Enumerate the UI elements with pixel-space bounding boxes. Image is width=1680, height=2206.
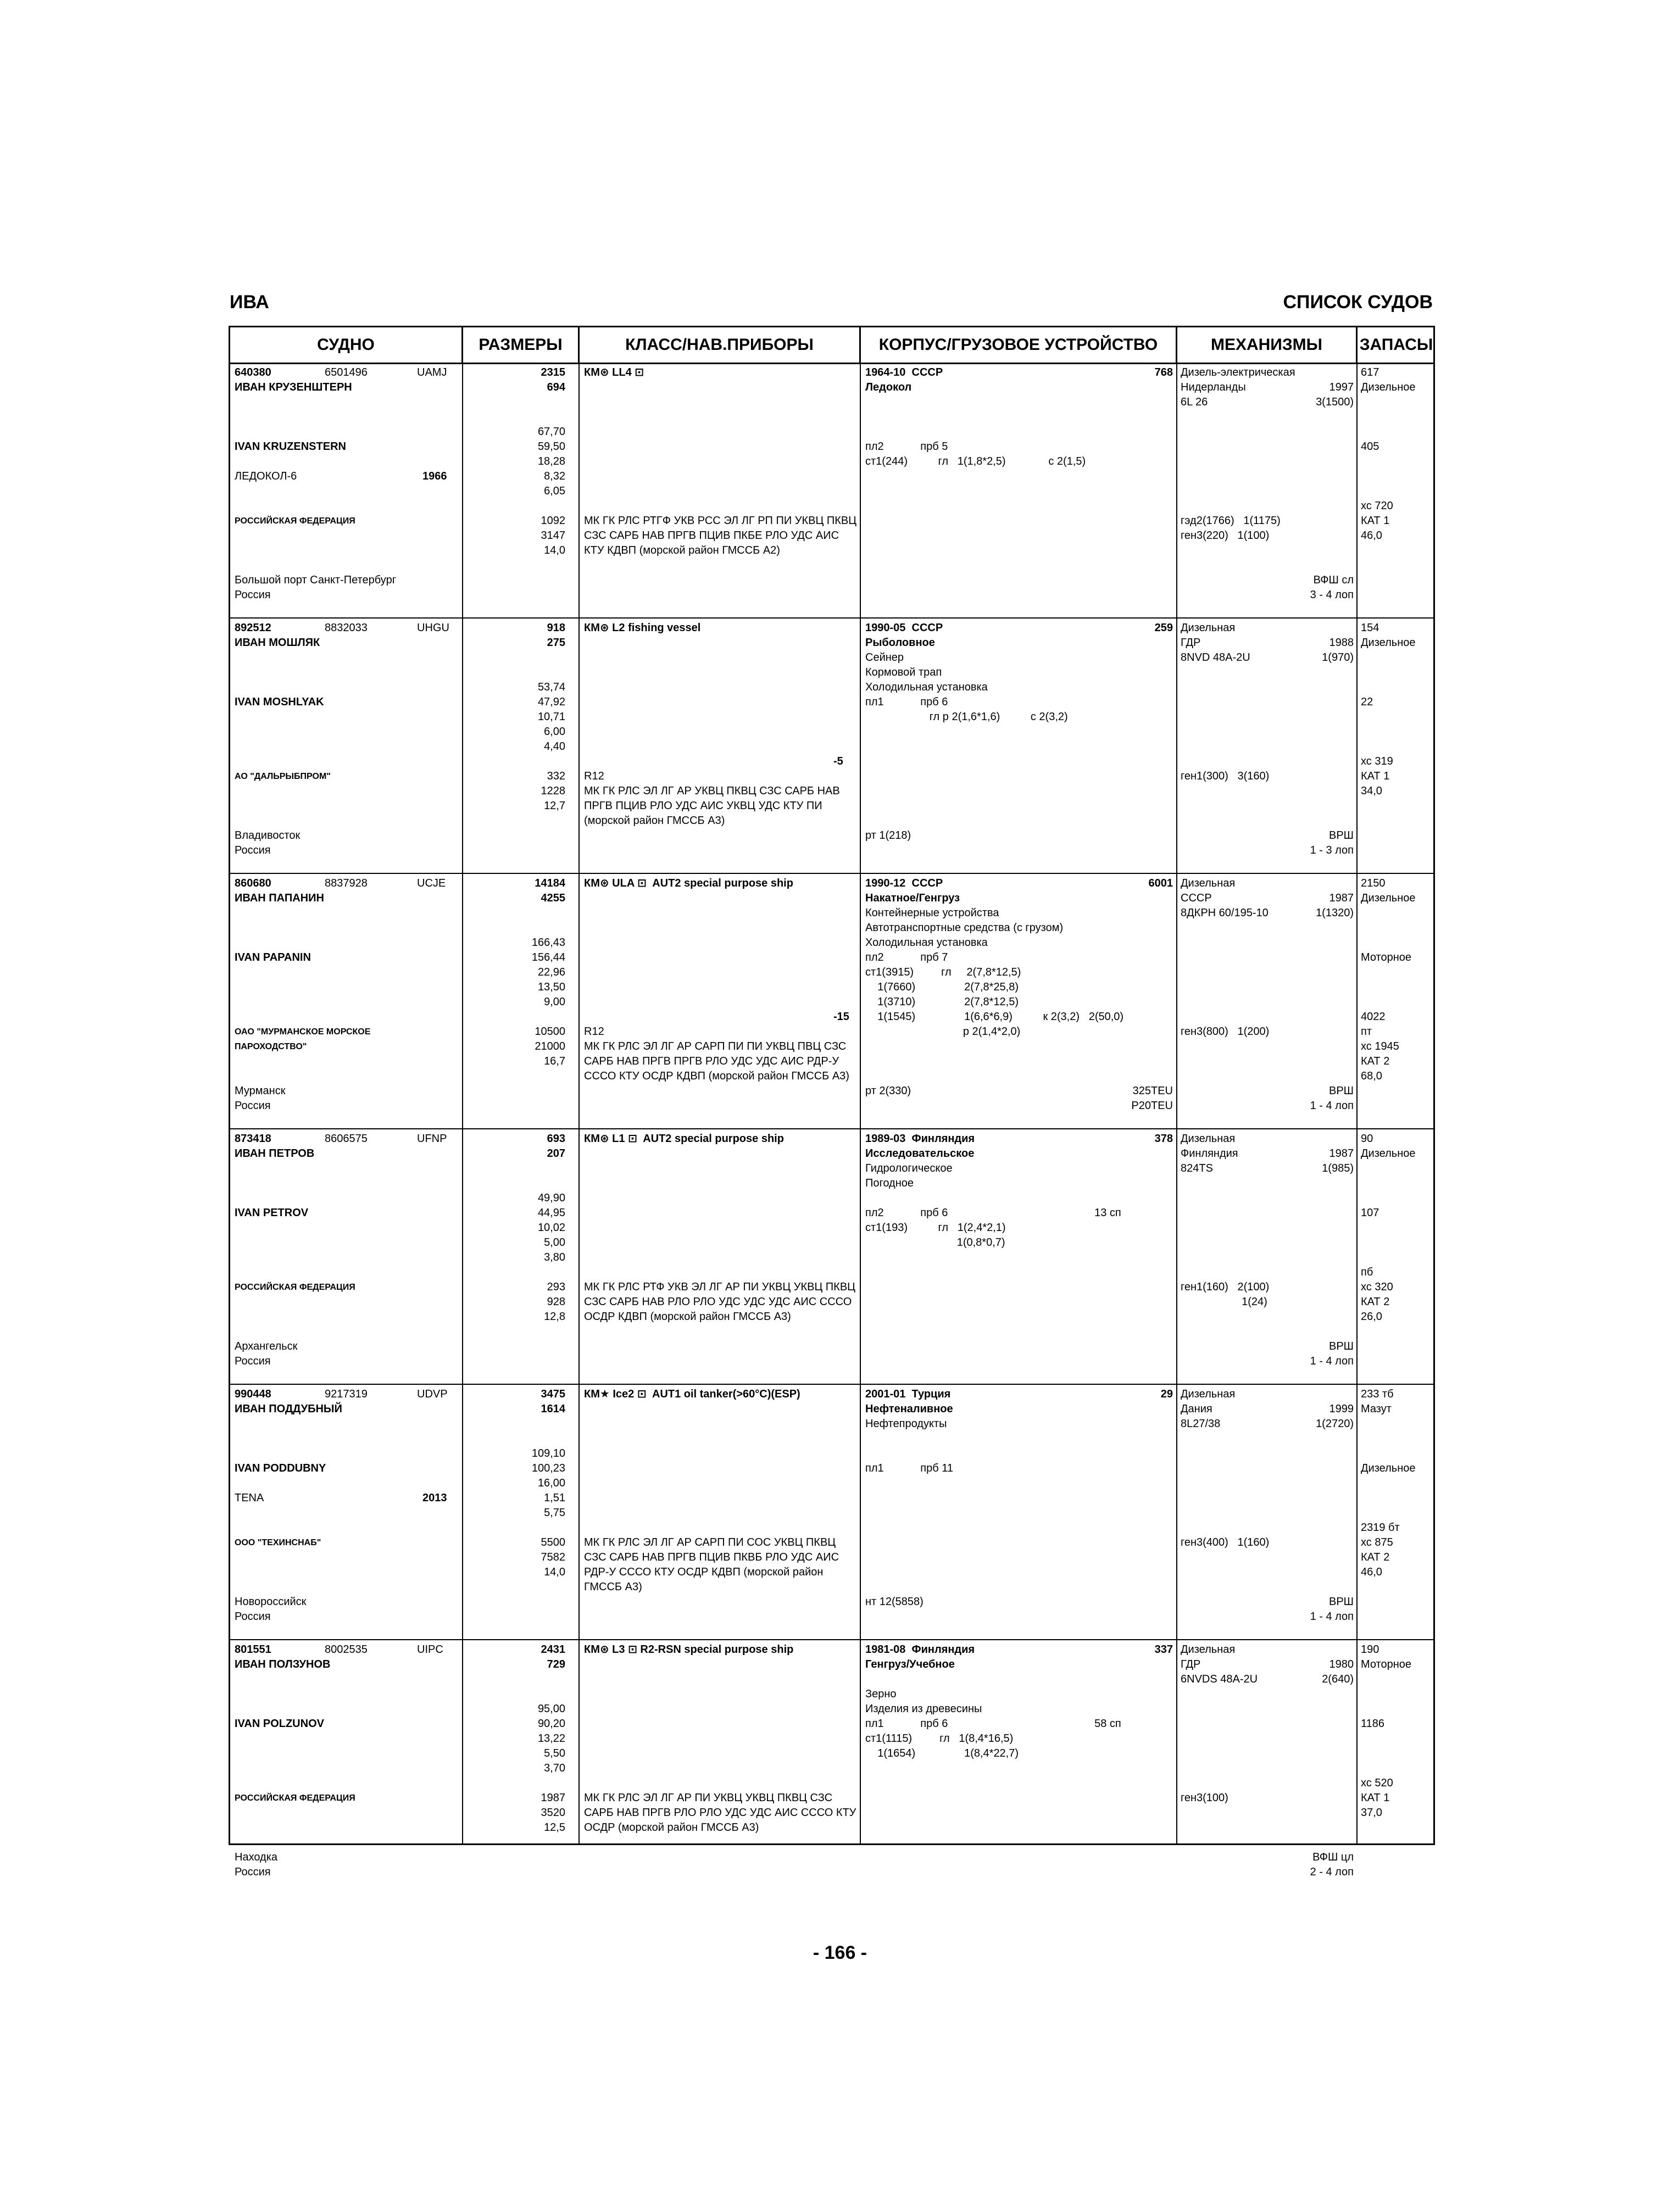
ship-size-value: 109,10 — [531, 1447, 565, 1459]
hull-row: 1(1654) 1(8,4*22,7) — [865, 1747, 1019, 1759]
supply-value: 617 — [1361, 366, 1379, 378]
mech-year: 1987 — [1329, 1147, 1354, 1160]
hull-year-place: 1990-12 СССР — [865, 877, 943, 889]
ship-name-en: IVAN PAPANIN — [235, 951, 311, 963]
ship-name: ИВАН ПОДДУБНЫЙ — [235, 1403, 342, 1415]
mech-type: Дизель-электрическая — [1181, 366, 1295, 378]
ship-size-value: 14,0 — [544, 544, 565, 556]
ship-size-value: 928 — [547, 1296, 565, 1308]
ship-size-value: 693 — [547, 1133, 565, 1145]
ship-size-value: 14184 — [535, 877, 565, 889]
ship-size-value: 3,70 — [544, 1762, 565, 1774]
ship-nav-equipment: МК ГК РЛС ЭЛ ЛГ АР ПИ УКВЦ УКВЦ ПКВЦ СЗС САРБ НАВ ПРГВ РЛО РЛО УДС УДС АИС СССО КТУ ОСДР (морской район ГМССБ А3) — [584, 1792, 859, 1834]
supply-value: хс 520 — [1361, 1777, 1393, 1789]
ship-reg-number: 640380 — [235, 366, 271, 378]
ship-nav-equipment: R12 МК ГК РЛС ЭЛ ЛГ АР УКВЦ ПКВЦ СЗС САРБ НАВ ПРГВ ПЦИВ РЛО УДС АИС УКВЦ УДС КТУ ПИ (морской район ГМССБ А3) — [584, 770, 840, 827]
hull-row: 1(0,8*0,7) — [865, 1236, 1005, 1249]
mech-propeller: 1 - 4 лоп — [1310, 1611, 1354, 1623]
ship-ex-name: TENA — [235, 1492, 264, 1504]
mech-year: 1999 — [1329, 1403, 1354, 1415]
ship-imo: 8002535 — [325, 1644, 368, 1656]
hull-year-place: 1981-08 Финляндия — [865, 1644, 975, 1656]
ship-size-value: 90,20 — [537, 1718, 565, 1730]
hull-row: пл1 прб 6 — [865, 696, 948, 708]
ship-size-value: 275 — [547, 637, 565, 649]
ship-size-value: 47,92 — [537, 696, 565, 708]
supply-value: 190 — [1361, 1644, 1379, 1656]
ship-size-value: 10,02 — [537, 1222, 565, 1234]
supply-value: хс 875 — [1361, 1536, 1393, 1548]
ship-call-sign: UDVP — [417, 1388, 448, 1400]
ship-country: Россия — [235, 589, 271, 601]
mech-engine: 6L 26 — [1181, 396, 1208, 408]
mech-type: Дизельная — [1181, 1644, 1236, 1656]
ship-call-sign: UCJE — [417, 877, 446, 889]
mech-country: ГДР — [1181, 1658, 1201, 1670]
ship-name: ИВАН КРУЗЕНШТЕРН — [235, 381, 352, 393]
ship-size-value: 100,23 — [531, 1462, 565, 1474]
ship-class: КМ★ Ice2 ⊡ AUT1 oil tanker(>60°C)(ESP) — [584, 1388, 800, 1400]
hull-year-place: 1989-03 Финляндия — [865, 1133, 975, 1145]
ship-port: Новороссийск — [235, 1596, 307, 1608]
mech-type: Дизельная — [1181, 877, 1236, 889]
supply-value: 1186 — [1361, 1718, 1385, 1730]
hull-line: Генгруз/Учебное — [865, 1658, 955, 1670]
mech-generator: ген1(160) 2(100) — [1181, 1281, 1270, 1293]
ship-country: Россия — [235, 1611, 271, 1623]
ship-country: Россия — [235, 1355, 271, 1367]
supply-value: КАТ 1 — [1361, 770, 1390, 782]
hull-line: Холодильная установка — [865, 681, 988, 693]
hull-row: р 2(1,4*2,0) — [865, 1026, 1021, 1038]
ship-size-value: 1614 — [541, 1403, 565, 1415]
ship-size-value: 3,80 — [544, 1251, 565, 1263]
mech-generator: ген1(300) 3(160) — [1181, 770, 1270, 782]
supply-value: 4022 — [1361, 1011, 1386, 1023]
supply-value: 2319 бт — [1361, 1522, 1400, 1534]
supply-value: 90 — [1361, 1133, 1373, 1145]
ship-name: ИВАН ПАПАНИН — [235, 892, 324, 904]
supply-value: 34,0 — [1361, 785, 1382, 797]
col-class: КЛАСС/НАВ.ПРИБОРЫ — [580, 327, 861, 363]
supply-value: хс 1945 — [1361, 1040, 1399, 1052]
supply-value: Дизельное — [1361, 892, 1416, 904]
hull-row: пл2 прб 6 13 сп — [865, 1207, 1121, 1219]
ship-port: Владивосток — [235, 829, 301, 842]
ship-name-en: IVAN KRUZENSTERN — [235, 441, 346, 453]
ship-country: Россия — [235, 844, 271, 856]
header-left: ИВА — [230, 292, 269, 313]
hull-line: Зерно — [865, 1688, 897, 1700]
ship-country: Россия — [235, 1100, 271, 1112]
ship-size-value: 22,96 — [537, 966, 565, 978]
hull-row: ст1(193) гл 1(2,4*2,1) — [865, 1222, 1006, 1234]
mech-propeller: ВФШ цл — [1312, 1851, 1354, 1863]
mech-engine: 824TS — [1181, 1162, 1213, 1174]
supply-value: 46,0 — [1361, 1566, 1382, 1578]
supply-value: КАТ 1 — [1361, 515, 1390, 527]
mech-type: Дизельная — [1181, 622, 1236, 634]
mech-generator: ген3(100) — [1181, 1792, 1228, 1804]
hull-row: 1(3710) 2(7,8*12,5) — [865, 996, 1019, 1008]
ship-country: Россия — [235, 1866, 271, 1878]
mech-generator: ген3(220) 1(100) — [1181, 530, 1270, 542]
ship-size-value: 2315 — [541, 366, 565, 378]
ship-port: Находка — [235, 1851, 278, 1863]
mech-propeller: 2 - 4 лоп — [1310, 1866, 1354, 1878]
mech-year: 1988 — [1329, 637, 1354, 649]
ship-imo: 9217319 — [325, 1388, 368, 1400]
hull-value: 6001 — [1148, 877, 1173, 889]
ship-size-value: 6,05 — [544, 485, 565, 497]
ship-size-value: 1092 — [541, 515, 565, 527]
supply-value: Дизельное — [1361, 381, 1416, 393]
mech-country: Нидерланды — [1181, 381, 1246, 393]
col-hull: КОРПУС/ГРУЗОВОЕ УСТРОЙСТВО — [861, 327, 1177, 363]
ship-name: ИВАН МОШЛЯК — [235, 637, 320, 649]
mech-propeller: ВРШ — [1328, 1596, 1354, 1608]
supply-value: 2150 — [1361, 877, 1386, 889]
col-mech: МЕХАНИЗМЫ — [1177, 327, 1358, 363]
supply-value: 46,0 — [1361, 530, 1382, 542]
mech-generator: 1(24) — [1181, 1296, 1267, 1308]
ship-reg-number: 873418 — [235, 1133, 271, 1145]
mech-propeller: 1 - 3 лоп — [1310, 844, 1354, 856]
ship-size-value: 3475 — [541, 1388, 565, 1400]
ship-reg-number: 801551 — [235, 1644, 271, 1656]
mech-year: 1997 — [1329, 381, 1354, 393]
ship-class: КМ⊛ L3 ⊡ R2-RSN special purpose ship — [584, 1644, 794, 1656]
mech-country: Финляндия — [1181, 1147, 1238, 1160]
ship-imo: 8837928 — [325, 877, 368, 889]
ship-class: КМ⊛ L2 fishing vessel — [584, 622, 701, 634]
hull-year-place: 1990-05 СССР — [865, 622, 943, 634]
page-number: - 166 - — [813, 1942, 867, 1963]
ship-ex-year: 1966 — [422, 470, 447, 482]
ship-call-sign: UIPC — [417, 1644, 443, 1656]
supply-value: 26,0 — [1361, 1311, 1382, 1323]
hull-bottom: рт 2(330) — [865, 1085, 911, 1097]
hull-line: Нефтепродукты — [865, 1418, 947, 1430]
supply-value: 233 тб — [1361, 1388, 1394, 1400]
mech-generator: ген3(400) 1(160) — [1181, 1536, 1270, 1548]
ship-size-value: 16,00 — [537, 1477, 565, 1489]
ship-size-value: 3520 — [541, 1807, 565, 1819]
mech-engine: 6NVDS 48A-2U — [1181, 1673, 1258, 1685]
hull-line: Нефтеналивное — [865, 1403, 953, 1415]
hull-row: 1(7660) 2(7,8*25,8) — [865, 981, 1019, 993]
hull-line: Автотранспортные средства (с грузом) — [865, 922, 1064, 934]
hull-row: пл2 прб 7 — [865, 951, 948, 963]
ship-size-value: 729 — [547, 1658, 565, 1670]
ship-nav-equipment: R12 МК ГК РЛС ЭЛ ЛГ АР САРП ПИ ПИ УКВЦ ПВЦ СЗС САРБ НАВ ПРГВ ПРГВ РЛО УДС УДС АИС РДР-У СССО КТУ ОСДР КДВП (морской район ГМССБ А3) — [584, 1026, 849, 1082]
supply-value: 37,0 — [1361, 1807, 1382, 1819]
mech-power: 2(640) — [1322, 1673, 1354, 1685]
hull-row: пл2 прб 5 — [865, 441, 948, 453]
hull-row: пл1 прб 6 58 сп — [865, 1718, 1121, 1730]
ship-size-value: 5,50 — [544, 1747, 565, 1759]
col-ship: СУДНО — [230, 327, 463, 363]
ship-owner: РОССИЙСКАЯ ФЕДЕРАЦИЯ — [235, 1283, 355, 1292]
mech-propeller: ВРШ — [1328, 1085, 1354, 1097]
ship-size-value: 694 — [547, 381, 565, 393]
mech-type: Дизельная — [1181, 1388, 1236, 1400]
ship-name-en: IVAN POLZUNOV — [235, 1718, 324, 1730]
ship-size-value: 59,50 — [537, 441, 565, 453]
ship-class: КМ⊛ ULA ⊡ AUT2 special purpose ship — [584, 877, 793, 889]
mech-power: 1(2720) — [1316, 1418, 1354, 1430]
ship-call-sign: UFNP — [417, 1133, 447, 1145]
supply-value: Дизельное — [1361, 1147, 1416, 1160]
supply-value: пт — [1361, 1026, 1372, 1038]
mech-propeller: 3 - 4 лоп — [1310, 589, 1354, 601]
ship-size-value: 53,74 — [537, 681, 565, 693]
hull-line: Кормовой трап — [865, 666, 942, 678]
ship-size-value: 166,43 — [531, 937, 565, 949]
hull-row: гл р 2(1,6*1,6) с 2(3,2) — [865, 711, 1068, 723]
hull-value: 259 — [1154, 622, 1173, 634]
hull-line: Накатное/Генгруз — [865, 892, 960, 904]
mech-country: СССР — [1181, 892, 1212, 904]
hull-line: Ледокол — [865, 381, 912, 393]
col-sizes: РАЗМЕРЫ — [463, 327, 580, 363]
ship-ex-name: ЛЕДОКОЛ-6 — [235, 470, 297, 482]
ship-size-value: 207 — [547, 1147, 565, 1160]
supply-value: КАТ 1 — [1361, 1792, 1390, 1804]
ship-nav-equipment: МК ГК РЛС РТФ УКВ ЭЛ ЛГ АР ПИ УКВЦ УКВЦ ПКВЦ СЗС САРБ НАВ РЛО РЛО УДС УДС УДС АИС СССО ОСДР КДВП (морской район ГМССБ А3) — [584, 1281, 859, 1323]
ship-owner: ООО "ТЕХИНСНАБ" — [235, 1538, 321, 1547]
mech-generator: гэд2(1766) 1(1175) — [1181, 515, 1281, 527]
header-right: СПИСОК СУДОВ — [1283, 292, 1433, 313]
mech-year: 1987 — [1329, 892, 1354, 904]
mech-power: 1(1320) — [1316, 907, 1354, 919]
ship-size-value: 10,71 — [537, 711, 565, 723]
ship-port: Большой порт Санкт-Петербург — [235, 574, 397, 586]
supply-value: Дизельное — [1361, 1462, 1416, 1474]
hull-value: 768 — [1154, 366, 1173, 378]
ship-reg-number: 990448 — [235, 1388, 271, 1400]
mech-propeller: 1 - 4 лоп — [1310, 1355, 1354, 1367]
mech-country: Дания — [1181, 1403, 1212, 1415]
ship-size-value: 2431 — [541, 1644, 565, 1656]
ship-size-value: 12,8 — [544, 1311, 565, 1323]
ship-imo: 8606575 — [325, 1133, 368, 1145]
supply-value: Моторное — [1361, 951, 1412, 963]
ship-port: Архангельск — [235, 1340, 298, 1352]
ship-size-value: 13,50 — [537, 981, 565, 993]
hull-line: Контейнерные устройства — [865, 907, 999, 919]
ship-name-en: IVAN PODDUBNY — [235, 1462, 326, 1474]
ship-name-en: IVAN MOSHLYAK — [235, 696, 324, 708]
hull-line: Сейнер — [865, 651, 904, 664]
hull-value: 337 — [1154, 1644, 1173, 1656]
supply-value: пб — [1361, 1266, 1373, 1278]
ship-size-value: 332 — [547, 770, 565, 782]
hull-year-place: 1964-10 СССР — [865, 366, 943, 378]
mech-propeller: ВРШ — [1328, 1340, 1354, 1352]
mech-generator: ген3(800) 1(200) — [1181, 1026, 1270, 1038]
supply-value: Моторное — [1361, 1658, 1412, 1670]
hull-row: 1(1545) 1(6,6*6,9) к 2(3,2) 2(50,0) — [865, 1011, 1124, 1023]
hull-line: Изделия из древесины — [865, 1703, 982, 1715]
supply-value: хс 319 — [1361, 755, 1393, 767]
ship-size-value: 12,7 — [544, 800, 565, 812]
supply-value: 405 — [1361, 441, 1379, 453]
ship-size-value: 1228 — [541, 785, 565, 797]
ship-name-en: IVAN PETROV — [235, 1207, 309, 1219]
ship-call-sign: UHGU — [417, 622, 449, 634]
ship-size-value: 156,44 — [531, 951, 565, 963]
ship-table — [229, 326, 1435, 1878]
mech-country: ГДР — [1181, 637, 1201, 649]
ship-name: ИВАН ПЕТРОВ — [235, 1147, 315, 1160]
ship-size-value: 7582 — [541, 1551, 565, 1563]
mech-power: 1(970) — [1322, 651, 1354, 664]
ship-extra-mark: -5 — [833, 755, 843, 767]
mech-propeller: ВРШ — [1328, 829, 1354, 842]
ship-imo: 6501496 — [325, 366, 368, 378]
hull-row: ст1(3915) гл 2(7,8*12,5) — [865, 966, 1021, 978]
ship-size-value: 1,51 — [544, 1492, 565, 1504]
ship-reg-number: 892512 — [235, 622, 271, 634]
supply-value: КАТ 2 — [1361, 1551, 1390, 1563]
supply-value: 68,0 — [1361, 1070, 1382, 1082]
ship-size-value: 44,95 — [537, 1207, 565, 1219]
hull-row: пл1 прб 11 — [865, 1462, 954, 1474]
mech-type: Дизельная — [1181, 1133, 1236, 1145]
ship-size-value: 9,00 — [544, 996, 565, 1008]
ship-size-value: 5,75 — [544, 1507, 565, 1519]
supply-value: Дизельное — [1361, 637, 1416, 649]
ship-size-value: 67,70 — [537, 426, 565, 438]
mech-engine: 8L27/38 — [1181, 1418, 1221, 1430]
ship-reg-number: 860680 — [235, 877, 271, 889]
hull-value: 29 — [1160, 1388, 1173, 1400]
ship-size-value: 6,00 — [544, 726, 565, 738]
ship-size-value: 4255 — [541, 892, 565, 904]
supply-value: КАТ 2 — [1361, 1055, 1390, 1067]
mech-propeller: 1 - 4 лоп — [1310, 1100, 1354, 1112]
ship-size-value: 3147 — [541, 530, 565, 542]
ship-size-value: 14,0 — [544, 1566, 565, 1578]
hull-row: ст1(1115) гл 1(8,4*16,5) — [865, 1733, 1014, 1745]
ship-owner: АО "ДАЛЬРЫБПРОМ" — [235, 772, 331, 781]
ship-size-value: 16,7 — [544, 1055, 565, 1067]
ship-size-value: 4,40 — [544, 740, 565, 753]
mech-year: 1980 — [1329, 1658, 1354, 1670]
ship-size-value: 21000 — [535, 1040, 565, 1052]
ship-imo: 8832033 — [325, 622, 368, 634]
mech-power: 3(1500) — [1316, 396, 1354, 408]
hull-bottom: нт 12(5858) — [865, 1596, 924, 1608]
ship-owner: РОССИЙСКАЯ ФЕДЕРАЦИЯ — [235, 516, 355, 526]
supply-value: 154 — [1361, 622, 1379, 634]
hull-year-place: 2001-01 Турция — [865, 1388, 951, 1400]
ship-size-value: 95,00 — [537, 1703, 565, 1715]
hull-row: ст1(244) гл 1(1,8*2,5) с 2(1,5) — [865, 455, 1086, 467]
ship-owner: ОАО "МУРМАНСКОЕ МОРСКОЕ ПАРОХОДСТВО" — [235, 1027, 373, 1051]
supply-value: КАТ 2 — [1361, 1296, 1390, 1308]
ship-size-value: 13,22 — [537, 1733, 565, 1745]
hull-value: 378 — [1154, 1133, 1173, 1145]
ship-size-value: 10500 — [535, 1026, 565, 1038]
ship-class: КМ⊛ LL4 ⊡ — [584, 366, 644, 378]
hull-line: Холодильная установка — [865, 937, 988, 949]
ship-call-sign: UAMJ — [417, 366, 447, 378]
mech-engine: 8NVD 48A-2U — [1181, 651, 1250, 664]
ship-size-value: 5,00 — [544, 1236, 565, 1249]
ship-size-value: 1987 — [541, 1792, 565, 1804]
mech-propeller: ВФШ сл — [1313, 574, 1354, 586]
mech-power: 1(985) — [1322, 1162, 1354, 1174]
hull-bottom-right: 325TEU P20TEU — [1131, 1085, 1173, 1112]
col-supply: ЗАПАСЫ — [1359, 336, 1433, 354]
supply-value: хс 720 — [1361, 500, 1393, 512]
ship-size-value: 293 — [547, 1281, 565, 1293]
ship-size-value: 12,5 — [544, 1821, 565, 1834]
ship-size-value: 8,32 — [544, 470, 565, 482]
ship-size-value: 49,90 — [537, 1192, 565, 1204]
ship-nav-equipment: МК ГК РЛС ЭЛ ЛГ АР САРП ПИ СОС УКВЦ ПКВЦ СЗС САРБ НАВ ПРГВ ПЦИВ ПКВБ РЛО УДС АИС РДР-У СССО КТУ ОСДР КДВП (морской район ГМССБ А3) — [584, 1536, 842, 1593]
hull-line: Погодное — [865, 1177, 914, 1189]
ship-class: КМ⊛ L1 ⊡ AUT2 special purpose ship — [584, 1133, 784, 1145]
ship-size-value: 18,28 — [537, 455, 565, 467]
mech-engine: 8ДКРН 60/195-10 — [1181, 907, 1269, 919]
ship-port: Мурманск — [235, 1085, 286, 1097]
ship-name: ИВАН ПОЛЗУНОВ — [235, 1658, 331, 1670]
ship-nav-equipment: МК ГК РЛС РТГФ УКВ РСС ЭЛ ЛГ РП ПИ УКВЦ ПКВЦ СЗС САРБ НАВ ПРГВ ПЦИВ ПКБЕ РЛО УДС АИС КТУ КДВП (морской район ГМССБ А2) — [584, 515, 860, 556]
hull-line: Рыболовное — [865, 637, 935, 649]
hull-line: Гидрологическое — [865, 1162, 953, 1174]
ship-extra-mark: -15 — [833, 1011, 849, 1023]
hull-bottom: рт 1(218) — [865, 829, 911, 842]
supply-value: 22 — [1361, 696, 1373, 708]
supply-value: Мазут — [1361, 1403, 1392, 1415]
table-header — [230, 327, 1433, 364]
ship-ex-year: 2013 — [422, 1492, 447, 1504]
ship-owner: РОССИЙСКАЯ ФЕДЕРАЦИЯ — [235, 1793, 355, 1803]
supply-value: 107 — [1361, 1207, 1379, 1219]
ship-size-value: 5500 — [541, 1536, 565, 1548]
hull-line: Исследовательское — [865, 1147, 975, 1160]
ship-size-value: 918 — [547, 622, 565, 634]
supply-value: хс 320 — [1361, 1281, 1393, 1293]
